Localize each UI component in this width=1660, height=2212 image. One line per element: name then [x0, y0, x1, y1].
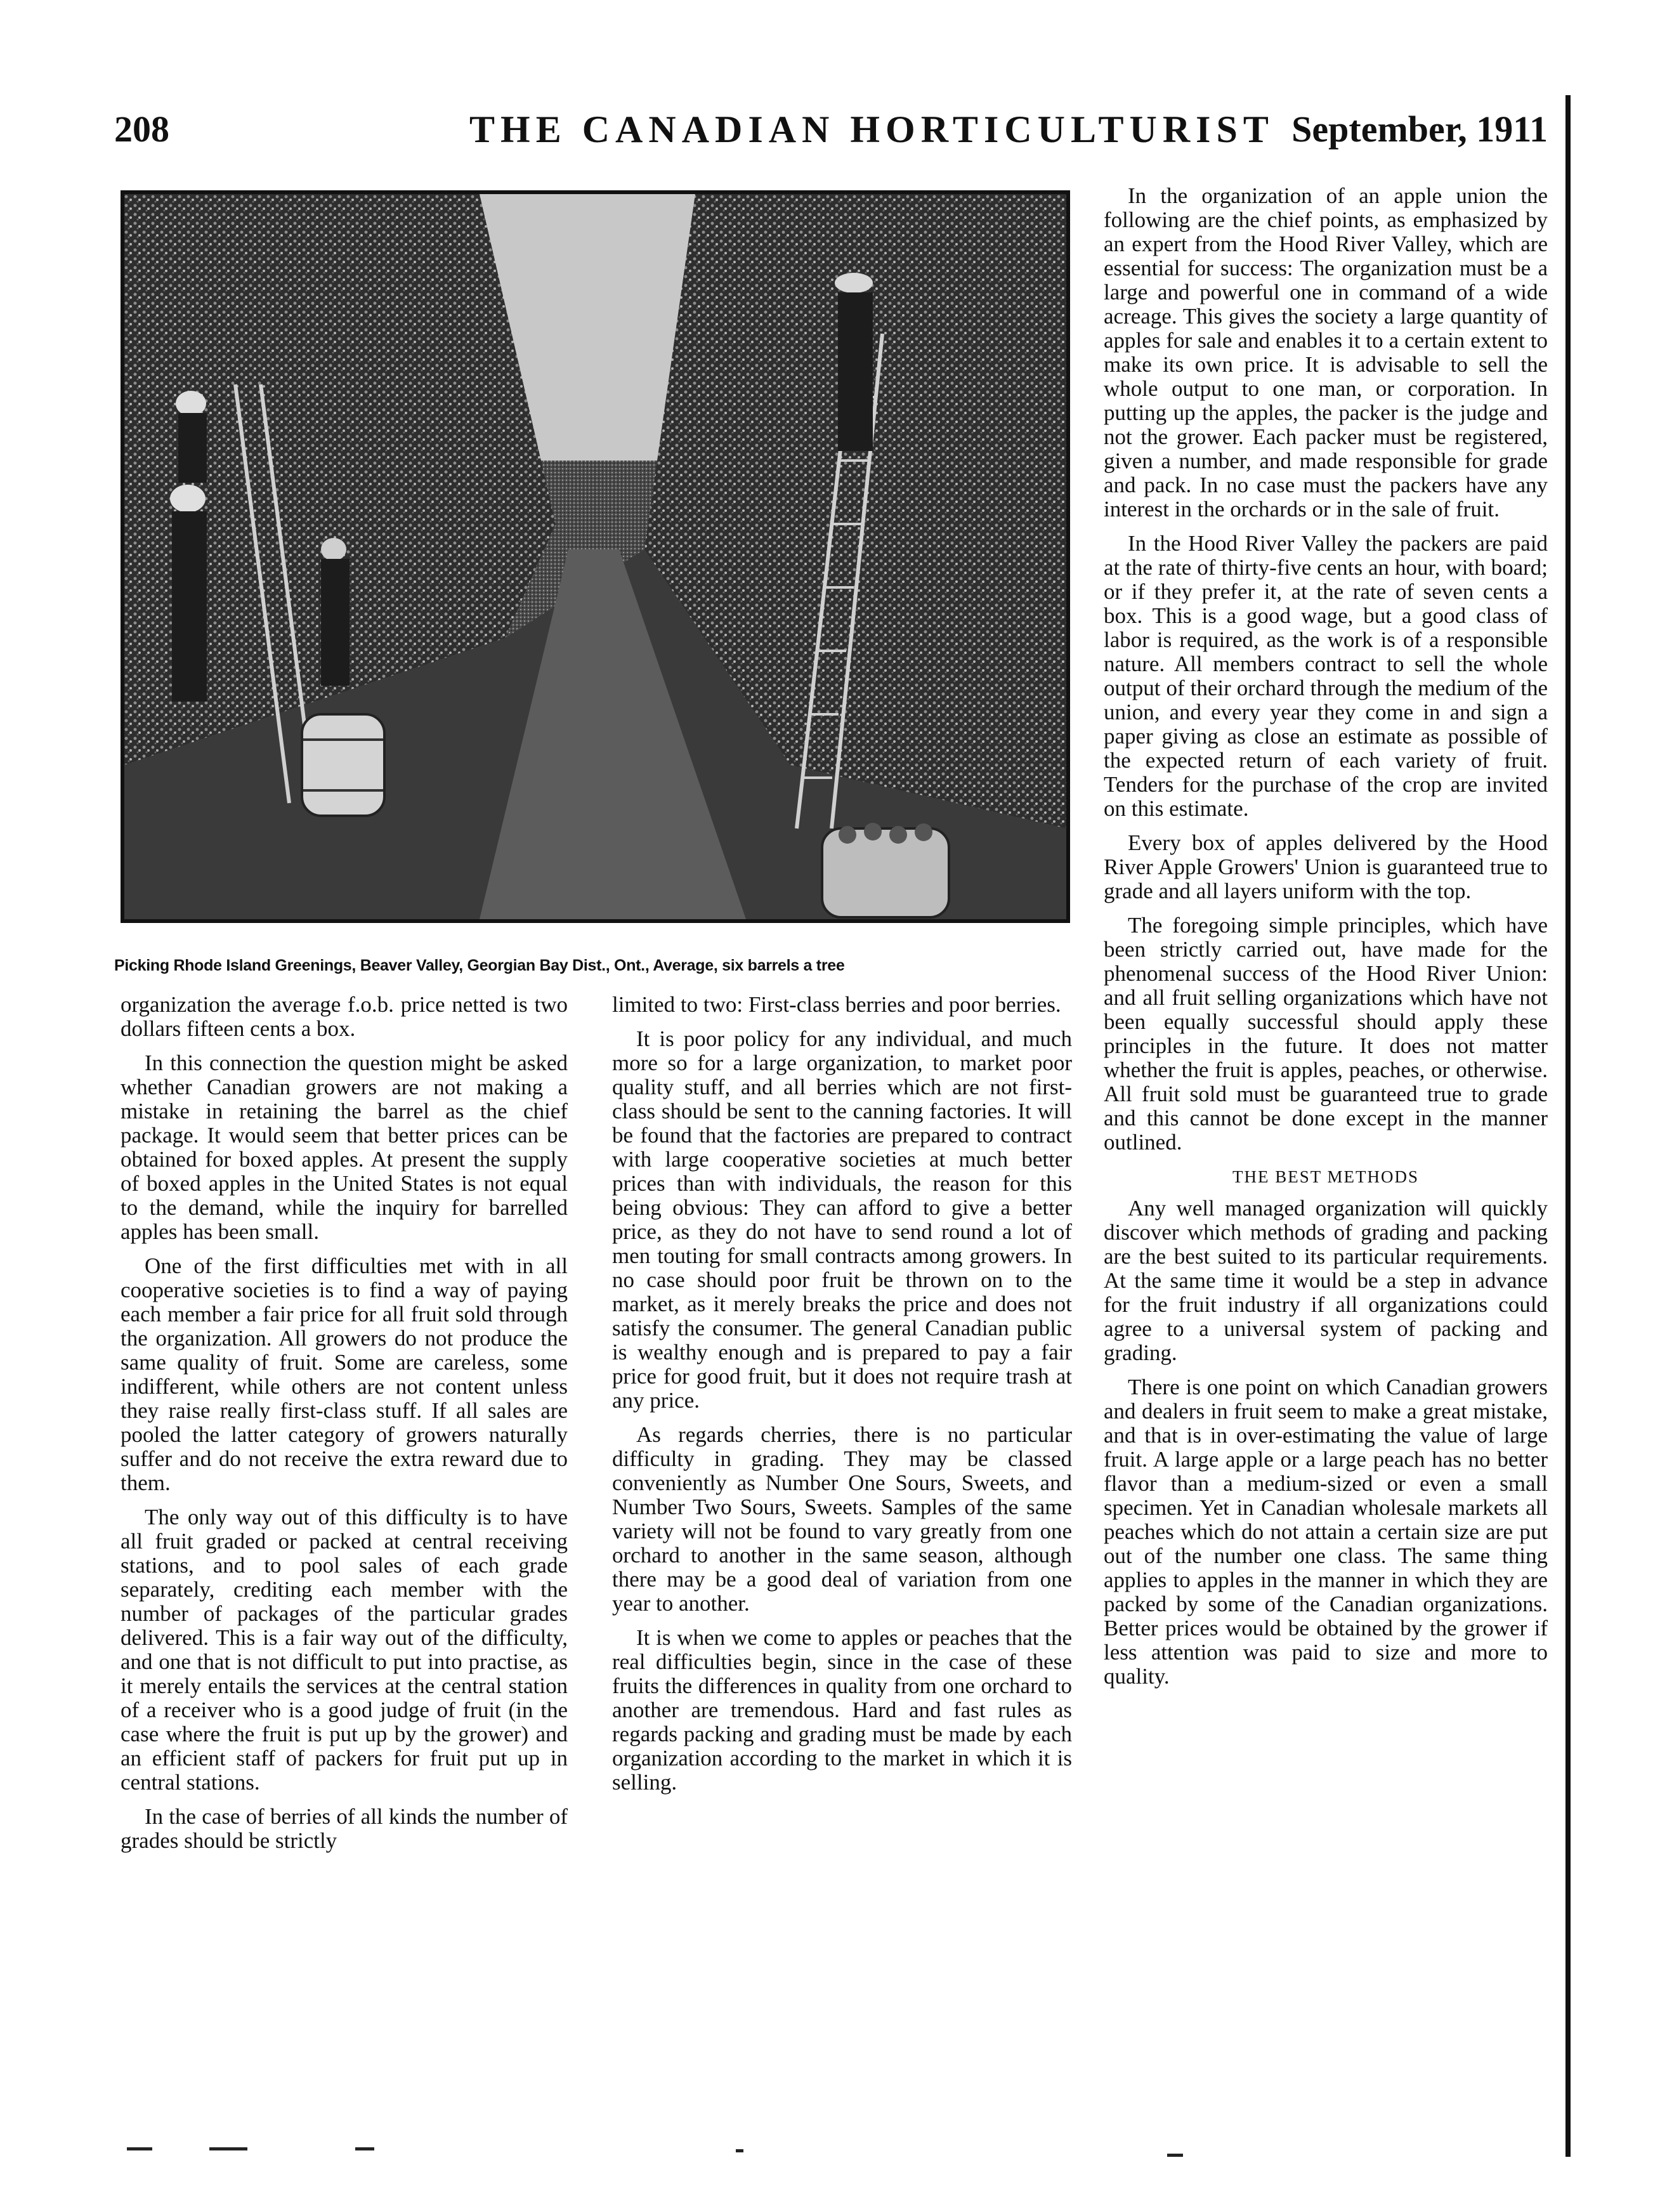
paragraph: In the case of berries of all kinds the number of grades should be strictly	[121, 1804, 568, 1853]
paragraph: There is one point on which Canadian growers and dealers in fruit seem to make a great mistake, and that is in over-estimating the value of large fruit. A large apple or a large peach has no better flavor than a medium-sized or even a small specimen. Yet in Canadian wholesale markets all peaches which do not attain a certain size are put out of the number one class. The same thing applies to apples in the manner in which they are packed by some of the Canadian organizations. Better prices would be obtained by the grower if less attention was paid to size and more to quality.	[1104, 1375, 1548, 1689]
paragraph: limited to two: First-class berries and poor berries.	[612, 992, 1061, 1017]
orchard-photo-illustration	[124, 194, 1066, 919]
paragraph: The only way out of this difficulty is to have all fruit graded or packed at central receiving stations, and to pool sales of each grade separately, crediting each member with the number of packages of the particular grades delivered. This is a fair way out of the difficulty, and one that is not difficult to put into practise, as it merely entails the services at the central station of a receiver who is a good judge of fruit (in the case where the fruit is put up by the grower) and an efficient staff of packers for fruit put up in central stations.	[121, 1505, 568, 1795]
page-number: 208	[114, 108, 169, 150]
text-column-2	[612, 993, 1072, 1805]
page-edge-rule	[1565, 95, 1571, 2157]
paragraph: Every box of apples delivered by the Hood River Apple Growers' Union is guaranteed true to grade and all layers uniform with the top.	[1104, 830, 1548, 903]
text-column-3	[1104, 184, 1548, 1699]
paragraph: organization the average f.o.b. price netted is two dollars fifteen cents a box.	[121, 992, 568, 1041]
paragraph: As regards cherries, there is no particular difficulty in grading. They may be classed conveniently as Number One Sours, Sweets, and Number Two Sours, Sweets. Samples of the same variety will not be found to vary greatly from one orchard to another in the same season, although there may be a good deal of variation from one year to another.	[612, 1422, 1072, 1616]
print-speck	[355, 2147, 374, 2150]
print-speck	[736, 2149, 743, 2152]
print-speck	[1167, 2154, 1183, 2157]
paragraph: Any well managed organization will quickly discover which methods of grading and packing are the best suited to its particular requirements. At the same time it would be a step in advance for the fruit industry if all organizations could agree to a universal system of packing and grading.	[1104, 1196, 1548, 1365]
paragraph: In the organization of an apple union the following are the chief points, as emphasized by an expert from the Hood River Valley, which are essential for success: The organization must be a large and powerful one in command of a wide acreage. This gives the society a large quantity of apples for sale and enables it to a certain extent to make its own price. It is advisable to sell the whole output to one man, or corporation. In putting up the apples, the packer is the judge and not the grower. Each packer must be registered, given a number, and made responsible for grade and pack. In no case must the packers have any interest in the orchards or in the sale of fruit.	[1104, 183, 1548, 521]
issue-date: September, 1911	[1291, 108, 1548, 150]
paragraph: It is poor policy for any individual, and much more so for a large organization, to market poor quality stuff, and all berries which are not first-class should be sent to the canning factories. It will be found that the factories are prepared to contract with large cooperative societies at much better prices than with individuals, the reason for this being obvious: They can afford to give a better price, as they do not have to send round a lot of men touting for small contracts among growers. In no case should poor fruit be thrown on to the market, as it merely breaks the price and does not satisfy the consumer. The general Canadian public is wealthy enough and is prepared to pay a fair price for good fruit, but it does not require trash at any price.	[612, 1026, 1072, 1413]
paragraph: The foregoing simple principles, which have been strictly carried out, have made for the phenomenal success of the Hood River Union: and all fruit selling organizations which have not been equally successful should apply these principles in the future. It does not matter whether the fruit is apples, peaches, or otherwise. All fruit sold must be guaranteed true to grade and this cannot be done except in the manner outlined.	[1104, 913, 1548, 1155]
paragraph: In the Hood River Valley the packers are paid at the rate of thirty-five cents an hour, with board; or if they prefer it, at the rate of seven cents a box. This is a good wage, but a good class of labor is required, as the work is of a responsible nature. All members contract to sell the whole output of their orchard through the medium of the union, and every year they come in and sign a paper giving as close an estimate as possible of the expected return of each variety of fruit. Tenders for the purchase of the crop are invited on this estimate.	[1104, 531, 1548, 821]
paragraph: One of the first difficulties met with in all cooperative societies is to find a way of paying each member a fair price for all fruit sold through the organization. All growers do not produce the same quality of fruit. Some are careless, some indifferent, while others are not content unless they raise really first-class stuff. If all sales are pooled the latter category of growers naturally suffer and do not receive the extra reward due to them.	[121, 1253, 568, 1495]
running-header	[114, 108, 1548, 165]
text-column-1	[121, 993, 568, 1863]
section-subheading: THE BEST METHODS	[1232, 1167, 1419, 1186]
paragraph: In this connection the question might be asked whether Canadian growers are not making a mistake in retaining the barrel as the chief package. It would seem that better prices can be obtained for boxed apples. At present the supply of boxed apples in the United States is not equal to the demand, while the inquiry for barrelled apples has been small.	[121, 1050, 568, 1244]
print-speck	[209, 2147, 247, 2150]
figure-caption: Picking Rhode Island Greenings, Beaver Valley, Georgian Bay Dist., Ont., Average, six barrels a tree	[114, 957, 845, 974]
journal-title: THE CANADIAN HORTICULTURIST	[469, 108, 1274, 150]
paragraph: It is when we come to apples or peaches that the real difficulties begin, since in the case of these fruits the differences in quality from one orchard to another are tremendous. Hard and fast rules as regards packing and grading must be made by each organization according to the market in which it is selling.	[612, 1625, 1072, 1795]
orchard-photograph	[121, 190, 1070, 923]
print-speck	[127, 2147, 152, 2150]
